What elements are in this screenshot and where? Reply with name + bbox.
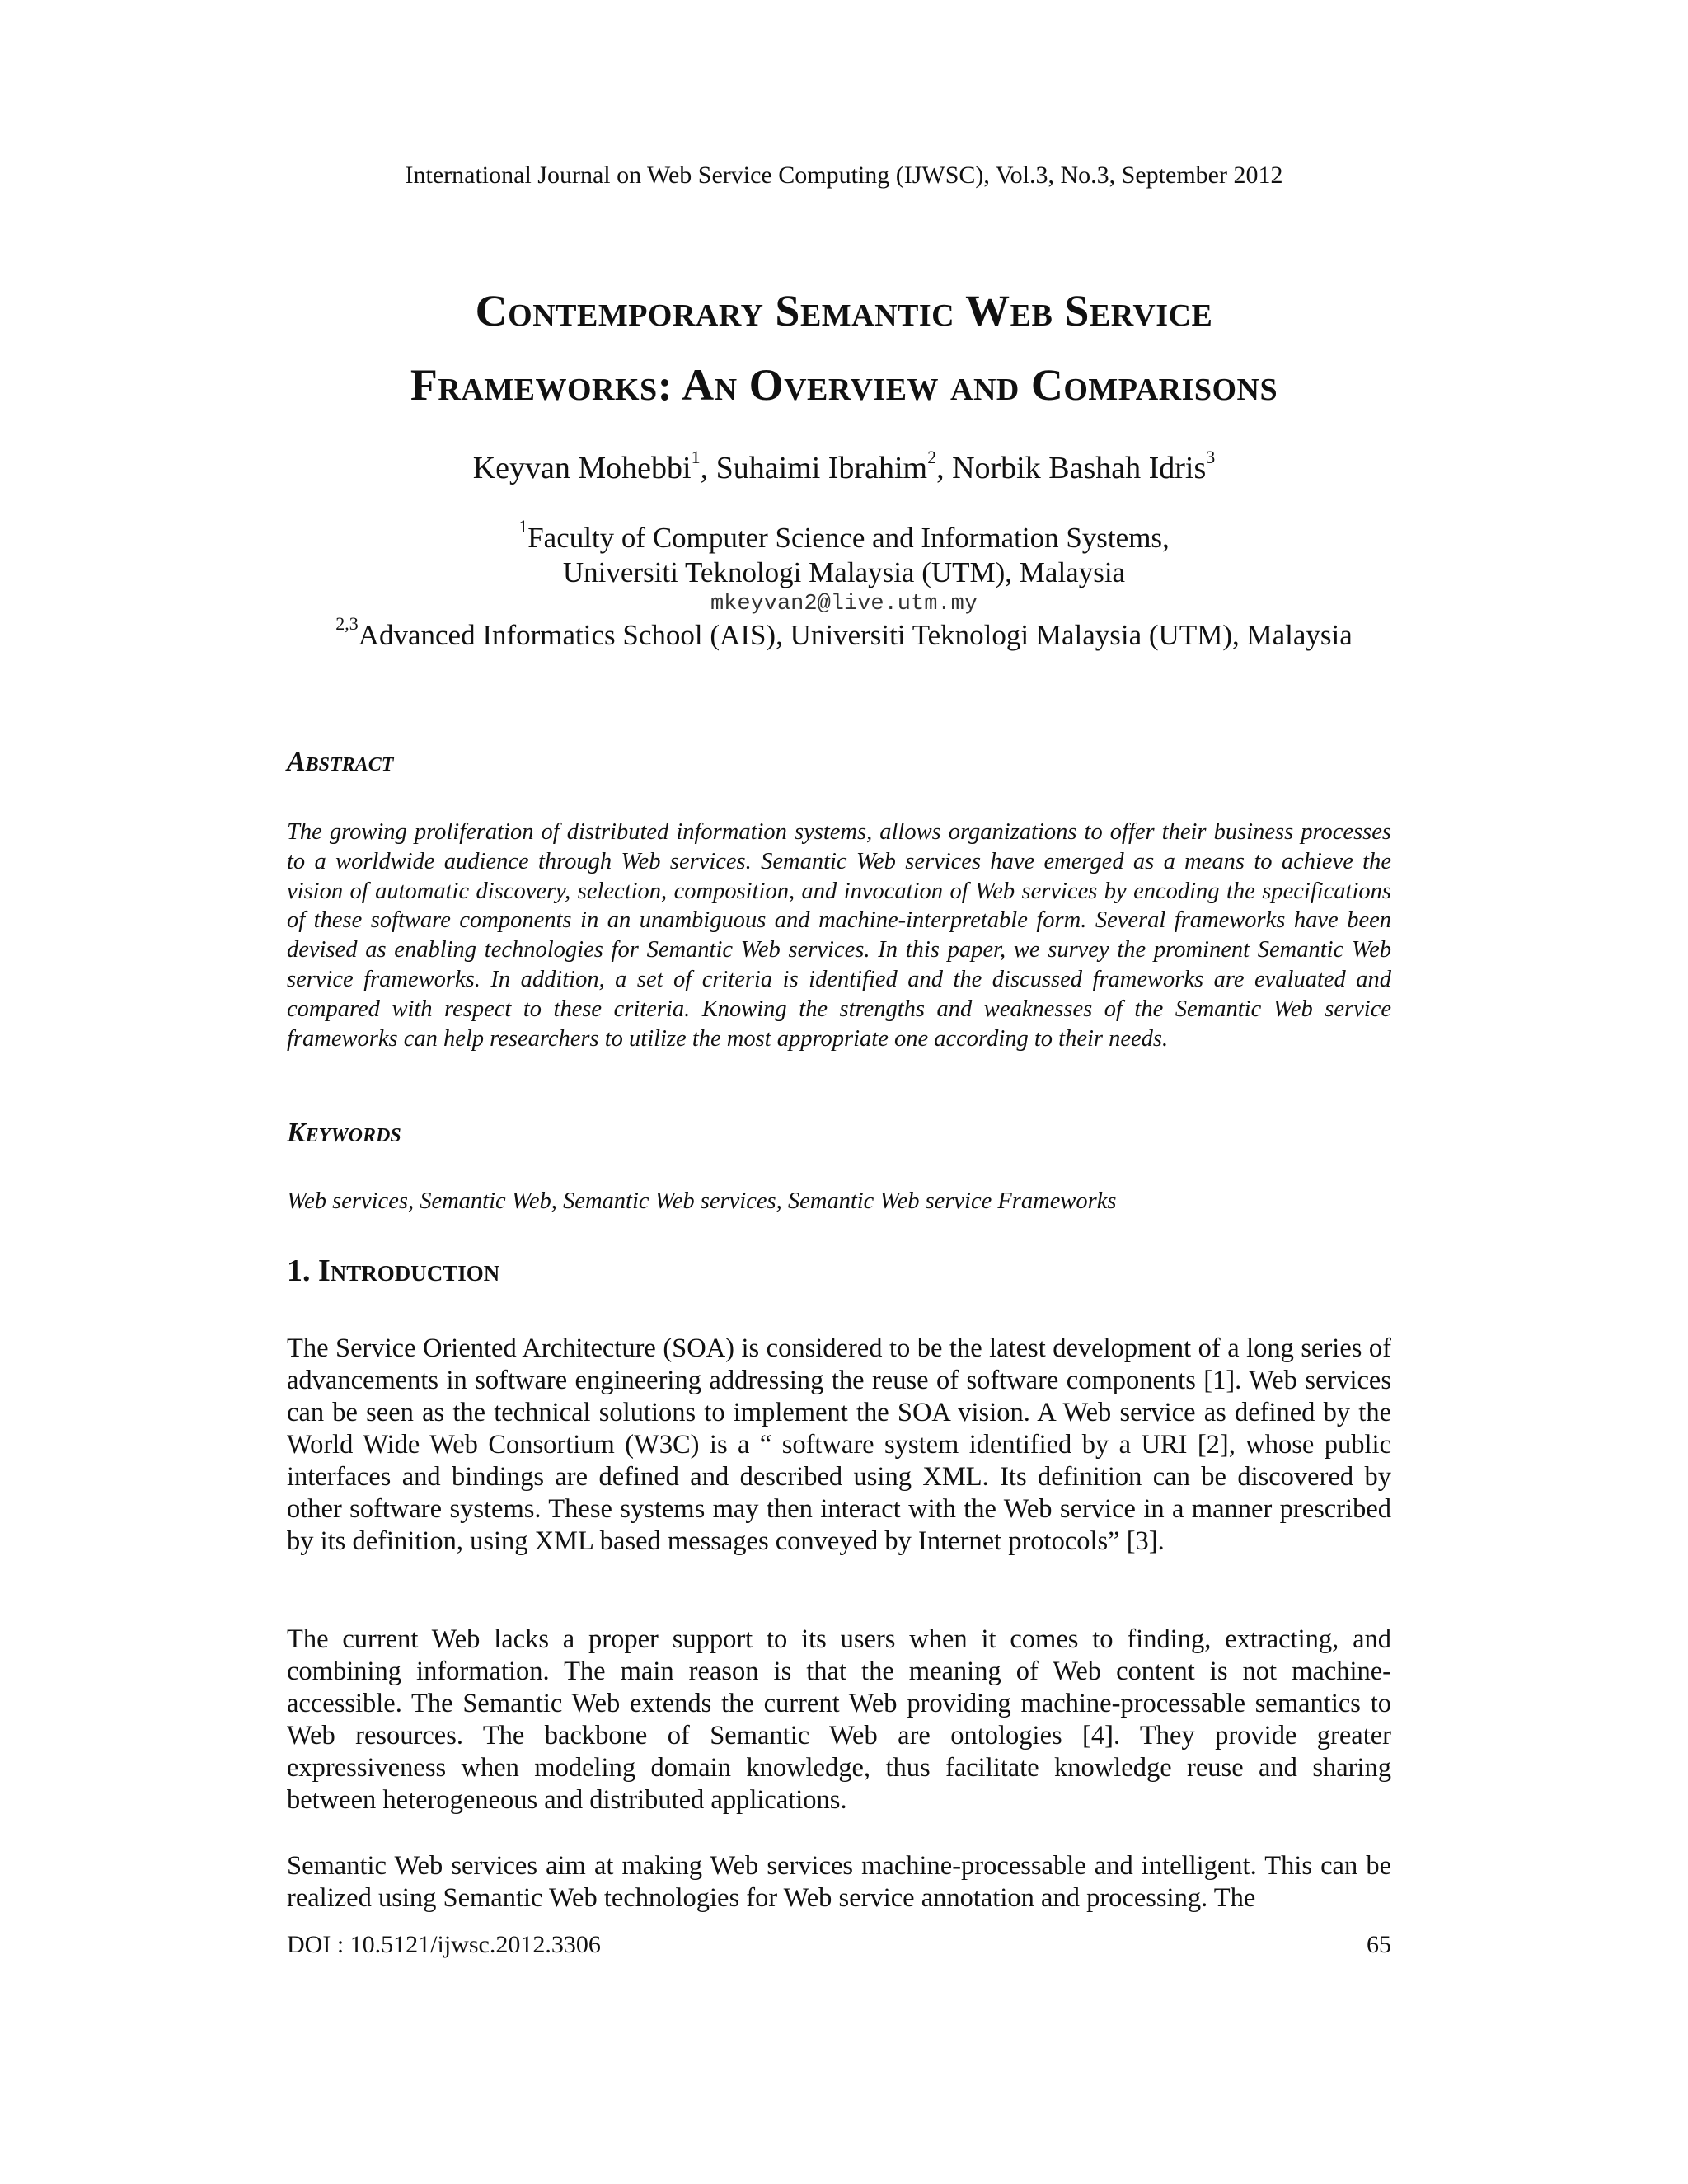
affiliation-1-line-2: Universiti Teknologi Malaysia (UTM), Malaysia [562,556,1126,588]
abstract-heading: Abstract [287,747,394,777]
author-affiliation-mark: 1 [691,447,701,467]
author-affiliation-mark: 3 [1206,447,1216,467]
title-line-1: Contemporary Semantic Web Service [475,286,1213,335]
author-2 [715,447,953,485]
abstract-text: The growing proliferation of distributed information systems, allows organizations to offer their business processes to a worldwide audience through Web services. Semantic Web services have emerged as a means to achieve the vision of automatic discovery, selection, composition, and invocation of Web services by encoding the specifications of these software components in an unambiguous and machine-interpretable form. Several frameworks have been devised as enabling technologies for Semantic Web services. In this paper, we survey the prominent Semantic Web service frameworks. In addition, a set of criteria is identified and the discussed frameworks are evaluated and compared with respect to these criteria. Knowing the strengths and weaknesses of the Semantic Web service frameworks can help researchers to utilize the most appropriate one according to their needs. [287,819,1391,1052]
affiliation-2-text: Advanced Informatics School (AIS), Universiti Teknologi Malaysia (UTM), Malaysia [358,619,1353,651]
introduction-paragraph-3: Semantic Web services aim at making Web services machine-processable and intelligent. This can be realized using Semantic Web technologies for Web service annotation and processing. The [287,1851,1391,1913]
title-line-2: Frameworks: An Overview and Comparisons [410,360,1278,410]
affiliations [0,516,1688,653]
affiliation-1-mark: 1 [518,516,528,537]
introduction-paragraph-2: The current Web lacks a proper support to its users when it comes to finding, extracting, and combining information. The main reason is that the meaning of Web content is not machine-accessible. The Semantic Web extends the current Web providing machine-processable semantics to Web resources. The backbone of Semantic Web are ontologies [4]. They provide greater expressiveness when modeling domain knowledge, thus facilitate knowledge reuse and sharing between heterogeneous and distributed applications. [287,1624,1391,1815]
author-3 [952,447,1216,485]
author-name: Norbik Bashah Idris [952,451,1207,485]
affiliation-1-line-1 [0,516,1688,555]
introduction-heading: 1. Introduction [287,1254,500,1288]
page-number: 65 [1367,1931,1391,1958]
author-email: mkeyvan2@live.utm.my [710,592,978,616]
author-affiliation-mark: 2 [927,447,937,467]
author-separator: , [936,451,953,485]
author-1 [472,447,716,485]
author-name: Suhaimi Ibrahim [715,451,928,485]
affiliation-2 [0,613,1688,653]
keywords-heading: Keywords [287,1118,401,1148]
affiliation-2-mark: 2,3 [335,613,359,634]
introduction-paragraph-1: The Service Oriented Architecture (SOA) is considered to be the latest development of a long series of advancements in software engineering addressing the reuse of software components [1]. Web services can be seen as the technical solutions to implement the SOA vision. A Web service as defined by the World Wide Web Consortium (W3C) is a “ software system identified by a URI [2], whose public interfaces and bindings are defined and described using XML. Its definition can be discovered by other software systems. These systems may then interact with the Web service in a manner prescribed by its definition, using XML based messages conveyed by Internet protocols” [3]. [287,1333,1391,1556]
affiliation-1-text: Faculty of Computer Science and Information Systems, [528,522,1170,554]
doi-label: DOI : 10.5121/ijwsc.2012.3306 [287,1931,601,1958]
author-separator: , [700,451,716,485]
author-name: Keyvan Mohebbi [472,451,692,485]
running-header: International Journal on Web Service Computing (IJWSC), Vol.3, No.3, September 2012 [405,162,1283,189]
author-list [0,445,1688,491]
paper-title [0,274,1688,422]
keywords-text: Web services, Semantic Web, Semantic Web services, Semantic Web service Frameworks [287,1188,1117,1214]
